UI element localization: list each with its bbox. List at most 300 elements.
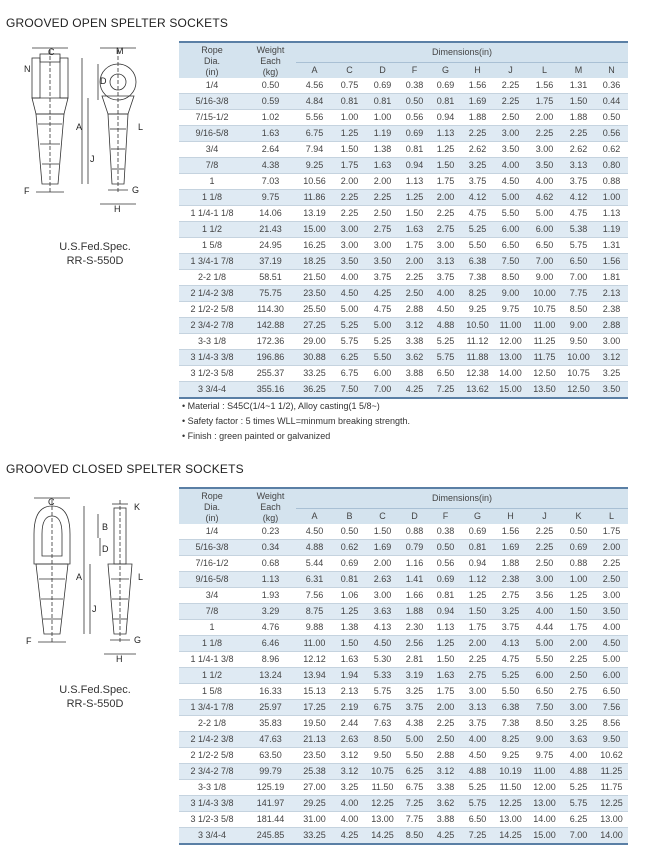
dimension-cell: 6.31 [296, 572, 333, 588]
rope-dia-cell: 1 [209, 622, 215, 632]
dimension-cell: 3.25 [602, 368, 621, 378]
dimension-cell: 1.41 [399, 572, 430, 588]
table-row [179, 190, 628, 206]
dimension-cell: 2.50 [501, 112, 520, 122]
dimension-cell: 4.62 [527, 190, 562, 206]
weight-cell: 8.96 [261, 654, 280, 664]
dimension-cell: 2.00 [430, 190, 461, 206]
weight-cell: 1.02 [261, 112, 280, 122]
dimension-cell: 2.25 [340, 208, 359, 218]
rope-dia-cell: 3 3/4-4 [179, 828, 245, 845]
dimension-cell: 4.75 [373, 304, 392, 314]
dimension-cell: 2.38 [494, 572, 527, 588]
dimension-cell: 25.38 [296, 764, 333, 780]
dimension-cell: 6.75 [340, 368, 359, 378]
dimension-cell: 5.50 [468, 240, 487, 250]
weight-cell: 141.97 [245, 796, 296, 812]
dimension-cell: 5.00 [527, 636, 562, 652]
closed-label-a: A [76, 572, 83, 582]
dimension-cell: 5.30 [373, 654, 392, 664]
dimension-cell: 4.00 [333, 796, 366, 812]
dimension-cell: 2.25 [562, 126, 595, 142]
table-row [179, 780, 628, 796]
dimension-cell: 3.75 [373, 272, 392, 282]
dimension-cell: 13.00 [371, 814, 394, 824]
dimension-cell: 3.13 [430, 254, 461, 270]
rope-dia-cell: 1/4 [205, 526, 219, 536]
dimension-cell: 4.50 [366, 636, 399, 652]
weight-cell: 0.34 [245, 540, 296, 556]
dimension-cell: 4.00 [535, 176, 554, 186]
dimension-cell: 6.25 [569, 814, 588, 824]
dimension-cell: 6.25 [399, 764, 430, 780]
dimension-cell: 3.75 [501, 622, 520, 632]
dimension-cell: 3.50 [595, 604, 628, 620]
dimension-cell: 4.50 [436, 304, 455, 314]
dimension-cell: 5.25 [569, 782, 588, 792]
dimension-cell: 6.50 [562, 254, 595, 270]
open-header-dim-h: H [461, 63, 494, 78]
rope-dia-cell: 1 1/2 [179, 222, 245, 238]
table-row [179, 572, 628, 588]
dimension-cell: 13.00 [600, 814, 623, 824]
rope-dia-cell: 3 1/2-3 5/8 [190, 368, 234, 378]
dimension-cell: 3.12 [430, 764, 461, 780]
dimension-cell: 1.13 [602, 208, 621, 218]
dimension-cell: 2.25 [436, 718, 455, 728]
dimension-cell: 1.50 [562, 604, 595, 620]
table-row [179, 302, 628, 318]
dimension-cell: 5.00 [399, 732, 430, 748]
dimension-cell: 1.66 [405, 590, 424, 600]
dimension-cell: 4.50 [501, 176, 520, 186]
dimension-cell: 5.38 [562, 222, 595, 238]
closed-header-dim-k: K [562, 509, 595, 524]
dimension-cell: 4.12 [461, 190, 494, 206]
dimension-cell: 1.63 [430, 668, 461, 684]
dimension-cell: 5.50 [405, 750, 424, 760]
dimension-cell: 3.00 [436, 240, 455, 250]
table-row [179, 812, 628, 828]
weight-cell: 37.19 [245, 254, 296, 270]
dimension-cell: 7.25 [430, 382, 461, 399]
dimension-cell: 3.88 [436, 814, 455, 824]
dimension-cell: 19.50 [303, 718, 326, 728]
dimension-cell: 4.88 [562, 764, 595, 780]
dimension-cell: 3.25 [405, 686, 424, 696]
dimension-cell: 2.30 [405, 622, 424, 632]
dimension-cell: 3.13 [562, 158, 595, 174]
dimension-cell: 1.19 [366, 126, 399, 142]
dimension-cell: 2.56 [399, 636, 430, 652]
open-spec-line2: RR-S-550D [66, 255, 124, 267]
weight-cell: 0.50 [261, 80, 280, 90]
dimension-cell: 5.50 [501, 208, 520, 218]
dimension-cell: 9.50 [373, 750, 392, 760]
dimension-cell: 1.06 [340, 590, 359, 600]
rope-dia-cell: 3-3 1/8 [197, 782, 227, 792]
rope-dia-cell: 3-3 1/8 [197, 336, 227, 346]
rope-dia-cell: 2 1/4-2 3/8 [179, 732, 245, 748]
open-socket-diagram [22, 44, 152, 214]
dimension-cell: 2.38 [602, 304, 621, 314]
dimension-cell: 21.13 [296, 732, 333, 748]
closed-header-rope: Rope Dia. (in) [179, 488, 245, 524]
dimension-cell: 1.31 [602, 240, 621, 250]
dimension-cell: 2.00 [373, 176, 392, 186]
weight-cell: 21.43 [245, 222, 296, 238]
dimension-cell: 2.44 [340, 718, 359, 728]
dimension-cell: 1.50 [340, 144, 359, 154]
closed-header-dim-j: J [527, 509, 562, 524]
dimension-cell: 4.00 [569, 750, 588, 760]
dimension-cell: 0.88 [569, 558, 588, 568]
weight-cell: 1.13 [245, 572, 296, 588]
open-label-j: J [90, 154, 95, 164]
dimension-cell: 8.50 [366, 732, 399, 748]
dimension-cell: 6.00 [494, 222, 527, 238]
dimension-cell: 3.75 [468, 176, 487, 186]
dimension-cell: 2.00 [461, 636, 494, 652]
dimension-cell: 11.00 [494, 318, 527, 334]
dimension-cell: 13.94 [296, 668, 333, 684]
weight-cell: 24.95 [259, 240, 282, 250]
dimension-cell: 33.25 [296, 828, 333, 845]
open-header-dimensions: Dimensions(in) [296, 42, 628, 63]
dimension-cell: 10.56 [303, 176, 326, 186]
closed-header-dim-h: H [494, 509, 527, 524]
weight-cell: 114.30 [257, 304, 284, 314]
dimension-cell: 9.25 [468, 304, 487, 314]
dimension-cell: 2.50 [535, 558, 554, 568]
closed-dimensions-table [179, 487, 628, 845]
dimension-cell: 3.00 [494, 126, 527, 142]
dimension-cell: 1.16 [405, 558, 424, 568]
dimension-cell: 1.25 [468, 590, 487, 600]
dimension-cell: 8.50 [501, 272, 520, 282]
dimension-cell: 1.25 [399, 190, 430, 206]
dimension-cell: 2.25 [569, 654, 588, 664]
dimension-cell: 5.56 [305, 112, 324, 122]
table-row [179, 604, 628, 620]
dimension-cell: 2.25 [366, 190, 399, 206]
open-label-n: N [24, 64, 31, 74]
open-header-dim-m: M [562, 63, 595, 78]
dimension-cell: 0.38 [405, 80, 424, 90]
dimension-cell: 2.25 [468, 654, 487, 664]
dimension-cell: 1.88 [501, 558, 520, 568]
dimension-cell: 4.00 [494, 158, 527, 174]
rope-dia-cell: 5/16-3/8 [179, 94, 245, 110]
dimension-cell: 10.75 [567, 368, 590, 378]
dimension-cell: 3.00 [602, 336, 621, 346]
dimension-cell: 1.00 [595, 190, 628, 206]
dimension-cell: 2.00 [340, 176, 359, 186]
dimension-cell: 3.88 [405, 368, 424, 378]
dimension-cell: 0.44 [595, 94, 628, 110]
dimension-cell: 7.63 [373, 718, 392, 728]
dimension-cell: 4.75 [569, 208, 588, 218]
dimension-cell: 1.63 [366, 158, 399, 174]
dimension-cell: 0.38 [436, 526, 455, 536]
open-header-dim-n: N [595, 63, 628, 78]
dimension-cell: 0.80 [595, 158, 628, 174]
rope-dia-cell: 1 1/4-1 3/8 [190, 654, 234, 664]
dimension-cell: 3.00 [527, 572, 562, 588]
dimension-cell: 11.75 [600, 782, 623, 792]
weight-cell: 35.83 [259, 718, 282, 728]
dimension-cell: 1.25 [569, 590, 588, 600]
open-header-dim-c: C [333, 63, 366, 78]
dimension-cell: 0.81 [366, 94, 399, 110]
dimension-cell: 6.75 [296, 126, 333, 142]
open-header-dim-l: L [527, 63, 562, 78]
dimension-cell: 8.50 [399, 828, 430, 845]
weight-cell: 1.63 [245, 126, 296, 142]
dimension-cell: 4.25 [333, 828, 366, 845]
dimension-cell: 7.00 [569, 272, 588, 282]
open-label-d: D [100, 76, 107, 86]
dimension-cell: 0.56 [436, 558, 455, 568]
dimension-cell: 7.00 [562, 828, 595, 845]
weight-cell: 3.29 [245, 604, 296, 620]
dimension-cell: 1.38 [340, 622, 359, 632]
dimension-cell: 0.50 [430, 540, 461, 556]
dimension-cell: 3.50 [527, 158, 562, 174]
dimension-cell: 0.81 [461, 540, 494, 556]
weight-cell: 75.75 [245, 286, 296, 302]
weight-cell: 63.50 [259, 750, 282, 760]
weight-cell: 4.38 [245, 158, 296, 174]
dimension-cell: 6.50 [535, 686, 554, 696]
dimension-cell: 13.50 [527, 382, 562, 399]
dimension-cell: 4.75 [468, 208, 487, 218]
table-row [179, 94, 628, 110]
dimension-cell: 6.50 [602, 686, 621, 696]
table-row [179, 684, 628, 700]
dimension-cell: 2.62 [468, 144, 487, 154]
dimension-cell: 2.50 [430, 732, 461, 748]
closed-header-dim-d: D [399, 509, 430, 524]
dimension-cell: 11.00 [527, 764, 562, 780]
dimension-cell: 3.25 [569, 718, 588, 728]
dimension-cell: 3.75 [399, 700, 430, 716]
dimension-cell: 2.88 [405, 304, 424, 314]
dimension-cell: 11.00 [527, 318, 562, 334]
dimension-cell: 7.75 [405, 814, 424, 824]
dimension-cell: 5.50 [535, 654, 554, 664]
dimension-cell: 1.69 [366, 540, 399, 556]
dimension-cell: 0.81 [405, 144, 424, 154]
weight-cell: 13.24 [245, 668, 296, 684]
dimension-cell: 2.25 [333, 190, 366, 206]
closed-header-dim-b: B [333, 509, 366, 524]
dimension-cell: 3.50 [595, 382, 628, 399]
dimension-cell: 6.50 [436, 368, 455, 378]
dimension-cell: 2.00 [430, 700, 461, 716]
weight-cell: 47.63 [245, 732, 296, 748]
table-row [179, 828, 628, 845]
open-label-h: H [114, 204, 121, 214]
table-row [179, 334, 628, 350]
closed-label-d: D [102, 544, 109, 554]
dimension-cell: 1.50 [461, 604, 494, 620]
dimension-cell: 2.75 [569, 686, 588, 696]
dimension-cell: 23.50 [303, 750, 326, 760]
closed-spec-line2: RR-S-550D [66, 698, 124, 710]
dimension-cell: 0.50 [569, 526, 588, 536]
weight-cell: 25.97 [245, 700, 296, 716]
dimension-cell: 4.38 [405, 718, 424, 728]
dimension-cell: 15.00 [494, 382, 527, 399]
dimension-cell: 1.75 [436, 686, 455, 696]
table-row [179, 158, 628, 174]
dimension-cell: 9.75 [501, 304, 520, 314]
weight-cell: 125.19 [256, 782, 285, 792]
dimension-cell: 3.56 [535, 590, 554, 600]
open-label-a: A [76, 122, 83, 132]
dimension-cell: 10.75 [366, 764, 399, 780]
open-label-g: G [132, 185, 140, 195]
rope-dia-cell: 9/16-5/8 [179, 126, 245, 142]
closed-header-dim-a: A [296, 509, 333, 524]
dimension-cell: 1.75 [527, 94, 562, 110]
dimension-cell: 3.63 [366, 604, 399, 620]
dimension-cell: 1.50 [333, 636, 366, 652]
closed-socket-drawing [22, 494, 152, 664]
dimension-cell: 2.00 [373, 558, 392, 568]
dimension-cell: 7.25 [461, 828, 494, 845]
dimension-cell: 0.94 [430, 604, 461, 620]
dimension-cell: 2.63 [366, 572, 399, 588]
rope-dia-cell: 7/15-1/2 [195, 112, 229, 122]
dimension-cell: 12.50 [533, 368, 556, 378]
dimension-cell: 1.75 [602, 526, 621, 536]
dimension-cell: 3.12 [340, 750, 359, 760]
dimension-cell: 11.86 [296, 190, 333, 206]
dimension-cell: 0.88 [405, 526, 424, 536]
dimension-cell: 30.88 [296, 350, 333, 366]
dimension-cell: 12.25 [366, 796, 399, 812]
dimension-cell: 5.25 [373, 336, 392, 346]
open-spec-line1: U.S.Fed.Spec. [59, 241, 131, 253]
dimension-cell: 7.38 [501, 718, 520, 728]
rope-dia-cell: 1 3/4-1 7/8 [179, 254, 245, 270]
dimension-cell: 11.12 [466, 336, 489, 346]
dimension-cell: 3.75 [436, 272, 455, 282]
dimension-cell: 7.25 [399, 796, 430, 812]
dimension-cell: 7.56 [305, 590, 324, 600]
closed-label-j: J [92, 604, 97, 614]
dimension-cell: 0.69 [468, 526, 487, 536]
weight-cell: 0.59 [245, 94, 296, 110]
dimension-cell: 10.75 [533, 304, 556, 314]
dimension-cell: 4.25 [366, 286, 399, 302]
dimension-cell: 4.00 [602, 622, 621, 632]
dimension-cell: 3.19 [399, 668, 430, 684]
dimension-cell: 8.75 [296, 604, 333, 620]
closed-label-l: L [138, 572, 144, 582]
dimension-cell: 1.75 [405, 240, 424, 250]
dimension-cell: 1.00 [562, 572, 595, 588]
dimension-cell: 0.69 [399, 126, 430, 142]
dimension-cell: 1.50 [562, 94, 595, 110]
dimension-cell: 2.50 [373, 208, 392, 218]
dimension-cell: 2.88 [436, 750, 455, 760]
dimension-cell: 2.50 [399, 286, 430, 302]
weight-cell: 2.64 [261, 144, 280, 154]
dimension-cell: 11.25 [533, 336, 556, 346]
closed-section-title: GROOVED CLOSED SPELTER SOCKETS [6, 462, 244, 476]
rope-dia-cell: 5/16-3/8 [179, 540, 245, 556]
dimension-cell: 12.25 [494, 796, 527, 812]
dimension-cell: 0.81 [333, 94, 366, 110]
rope-dia-cell: 1 5/8 [201, 686, 223, 696]
dimension-cell: 1.19 [595, 222, 628, 238]
dimension-cell: 15.00 [527, 828, 562, 845]
dimension-cell: 2.88 [595, 318, 628, 334]
dimension-cell: 0.69 [340, 558, 359, 568]
dimension-cell: 9.88 [305, 622, 324, 632]
dimension-cell: 6.00 [373, 368, 392, 378]
weight-cell: 255.37 [256, 368, 285, 378]
rope-dia-cell: 1 1/2 [179, 668, 245, 684]
dimension-cell: 1.25 [430, 636, 461, 652]
dimension-cell: 9.25 [501, 750, 520, 760]
open-socket-drawing [22, 44, 152, 214]
open-header-rope: Rope Dia. (in) [179, 42, 245, 78]
rope-dia-cell: 7/8 [179, 158, 245, 174]
open-spec [40, 240, 150, 268]
dimension-cell: 0.75 [340, 80, 359, 90]
dimension-cell: 4.00 [340, 272, 359, 282]
dimension-cell: 2.75 [366, 222, 399, 238]
dimension-cell: 8.25 [494, 732, 527, 748]
table-row [179, 142, 628, 158]
dimension-cell: 3.50 [333, 254, 366, 270]
dimension-cell: 4.84 [296, 94, 333, 110]
dimension-cell: 7.00 [366, 382, 399, 399]
dimension-cell: 3.12 [595, 350, 628, 366]
dimension-cell: 4.50 [468, 750, 487, 760]
rope-dia-cell: 1 1/8 [179, 190, 245, 206]
weight-cell: 6.46 [245, 636, 296, 652]
dimension-cell: 1.25 [436, 144, 455, 154]
dimension-cell: 6.50 [468, 814, 487, 824]
dimension-cell: 4.00 [527, 604, 562, 620]
rope-dia-cell: 3 1/4-3 3/8 [179, 350, 245, 366]
dimension-cell: 3.00 [340, 240, 359, 250]
closed-label-f: F [26, 636, 32, 646]
dimension-cell: 13.00 [499, 814, 522, 824]
dimension-cell: 4.44 [535, 622, 554, 632]
closed-label-c: C [48, 497, 55, 507]
dimension-cell: 0.50 [399, 94, 430, 110]
open-header-weight: Weight Each (kg) [245, 42, 296, 78]
weight-cell: 196.86 [245, 350, 296, 366]
dimension-cell: 12.38 [466, 368, 489, 378]
dimension-cell: 2.25 [535, 526, 554, 536]
dimension-cell: 3.62 [430, 796, 461, 812]
rope-dia-cell: 7/16-1/2 [195, 558, 229, 568]
dimension-cell: 4.00 [430, 286, 461, 302]
dimension-cell: 12.25 [595, 796, 628, 812]
dimension-cell: 6.00 [595, 668, 628, 684]
dimension-cell: 2.50 [562, 668, 595, 684]
table-row [179, 764, 628, 780]
open-header-dim-j: J [494, 63, 527, 78]
dimension-cell: 15.00 [296, 222, 333, 238]
